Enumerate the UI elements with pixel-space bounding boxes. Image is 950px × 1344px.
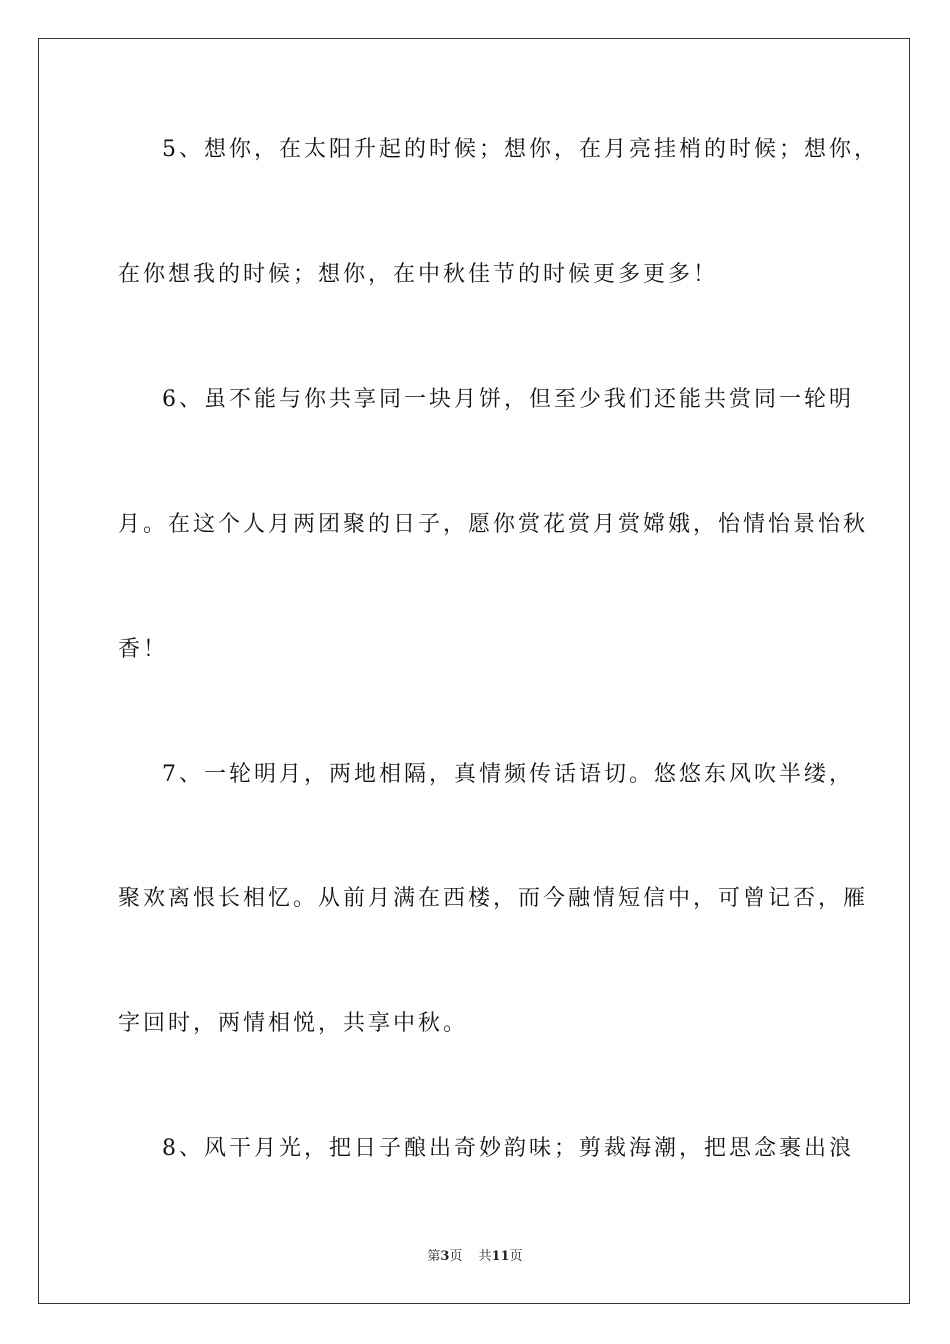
page-prefix: 第 [427,1249,441,1264]
paragraph-6-line-1: 6、虽不能与你共享同一块月饼，但至少我们还能共赏同一轮明 [162,387,854,412]
total-suffix: 页 [509,1249,523,1264]
page-suffix: 页 [449,1249,463,1264]
paragraph-5-line-1: 5、想你，在太阳升起的时候；想你，在月亮挂梢的时候；想你， [162,137,879,162]
total-prefix: 共 [478,1249,492,1264]
paragraph-5-line-2: 在你想我的时候；想你，在中秋佳节的时候更多更多！ [118,262,719,287]
page-footer [0,1248,950,1266]
current-page-number: 3 [440,1249,450,1264]
page-border [38,38,910,1304]
paragraph-7-line-1: 7、一轮明月，两地相隔，真情频传话语切。悠悠东风吹半缕， [162,762,854,787]
paragraph-7-line-3: 字回时，两情相悦，共享中秋。 [118,1011,469,1036]
paragraph-6-line-2: 月。在这个人月两团聚的日子，愿你赏花赏月赏嫦娥，怡情怡景怡秋 [118,512,869,537]
total-page-count: 11 [491,1249,510,1264]
paragraph-8-line-1: 8、风干月光，把日子酿出奇妙韵味；剪裁海潮，把思念裹出浪 [162,1136,854,1161]
paragraph-7-line-2: 聚欢离恨长相忆。从前月满在西楼，而今融情短信中，可曾记否，雁 [118,886,869,911]
paragraph-6-line-3: 香！ [118,637,169,662]
